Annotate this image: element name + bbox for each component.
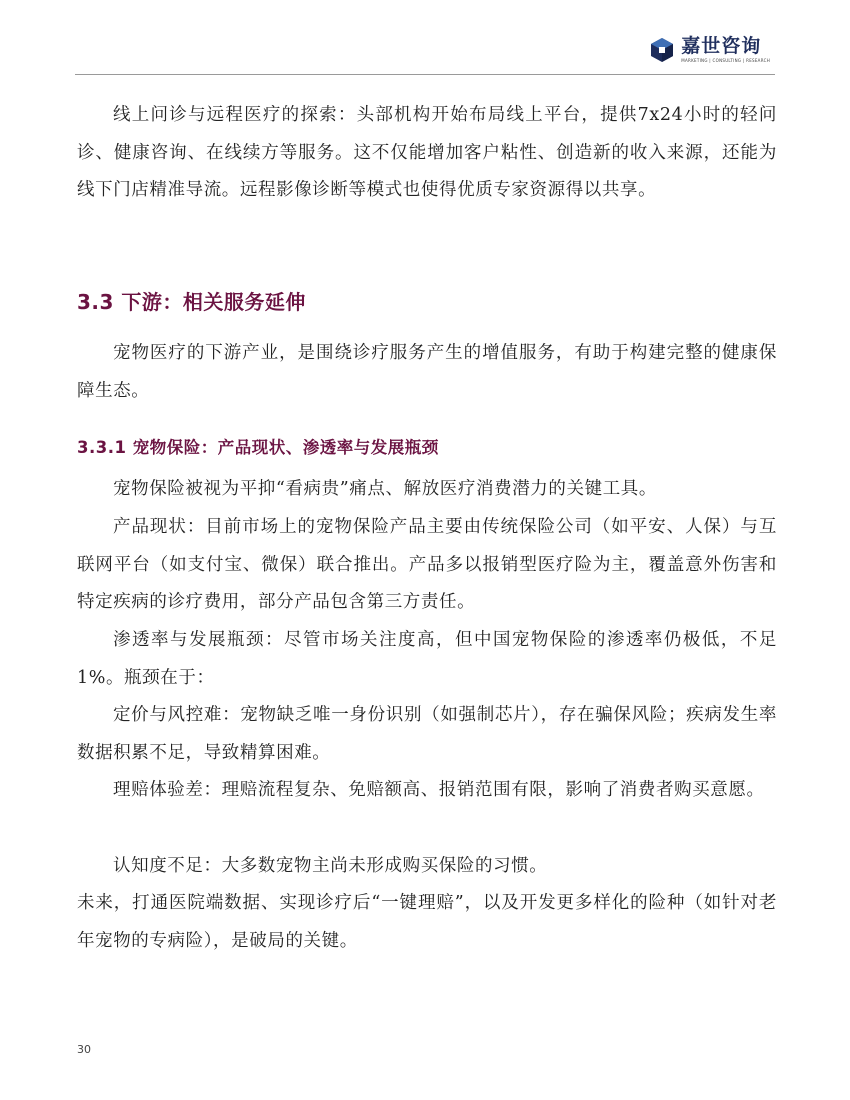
subsection-heading: 3.3.1 宠物保险：产品现状、渗透率与发展瓶颈 bbox=[77, 438, 439, 457]
header-divider bbox=[75, 74, 775, 75]
paragraph-product-status: 产品现状：目前市场上的宠物保险产品主要由传统保险公司（如平安、人保）与互联网平台（如支付宝、微保）联合推出。产品多以报销型医疗险为主，覆盖意外伤害和特定疾病的诊疗费用，部分产品包含第三方责任。 bbox=[77, 517, 777, 612]
paragraph-insurance-tool: 宠物保险被视为平抑“看病贵”痛点、解放医疗消费潜力的关键工具。 bbox=[113, 479, 657, 499]
brand-name: 嘉世咨询 bbox=[681, 35, 762, 57]
paragraph-pricing-risk: 定价与风控难：宠物缺乏唯一身份识别（如强制芯片），存在骗保风险；疾病发生率数据积累不足，导致精算困难。 bbox=[77, 705, 777, 763]
paragraph-online-consultation: 线上问诊与远程医疗的探索：头部机构开始布局线上平台，提供7x24小时的轻问诊、健康咨询、在线续方等服务。这不仅能增加客户粘性、创造新的收入来源，还能为线下门店精准导流。远程影像诊断等模式也使得优质专家资源得以共享。 bbox=[77, 105, 777, 200]
paragraph-penetration: 渗透率与发展瓶颈：尽管市场关注度高，但中国宠物保险的渗透率仍极低，不足1%。瓶颈在于： bbox=[77, 630, 777, 688]
paragraph-downstream-intro: 宠物医疗的下游产业，是围绕诊疗服务产生的增值服务，有助于构建完整的健康保障生态。 bbox=[77, 343, 777, 401]
paragraph-claims: 理赔体验差：理赔流程复杂、免赔额高、报销范围有限，影响了消费者购买意愿。 bbox=[113, 780, 765, 800]
brand-cube-icon bbox=[649, 37, 675, 63]
page-number: 30 bbox=[77, 1043, 91, 1056]
paragraph-awareness: 认知度不足：大多数宠物主尚未形成购买保险的习惯。 bbox=[113, 856, 548, 876]
paragraph-future: 未来，打通医院端数据、实现诊疗后“一键理赔”，以及开发更多样化的险种（如针对老年宠物的专病险），是破局的关键。 bbox=[77, 893, 777, 951]
brand-tagline: MARKETING | CONSULTING | RESEARCH bbox=[681, 58, 770, 63]
section-heading: 3.3 下游：相关服务延伸 bbox=[77, 290, 306, 314]
brand-logo bbox=[649, 36, 770, 63]
